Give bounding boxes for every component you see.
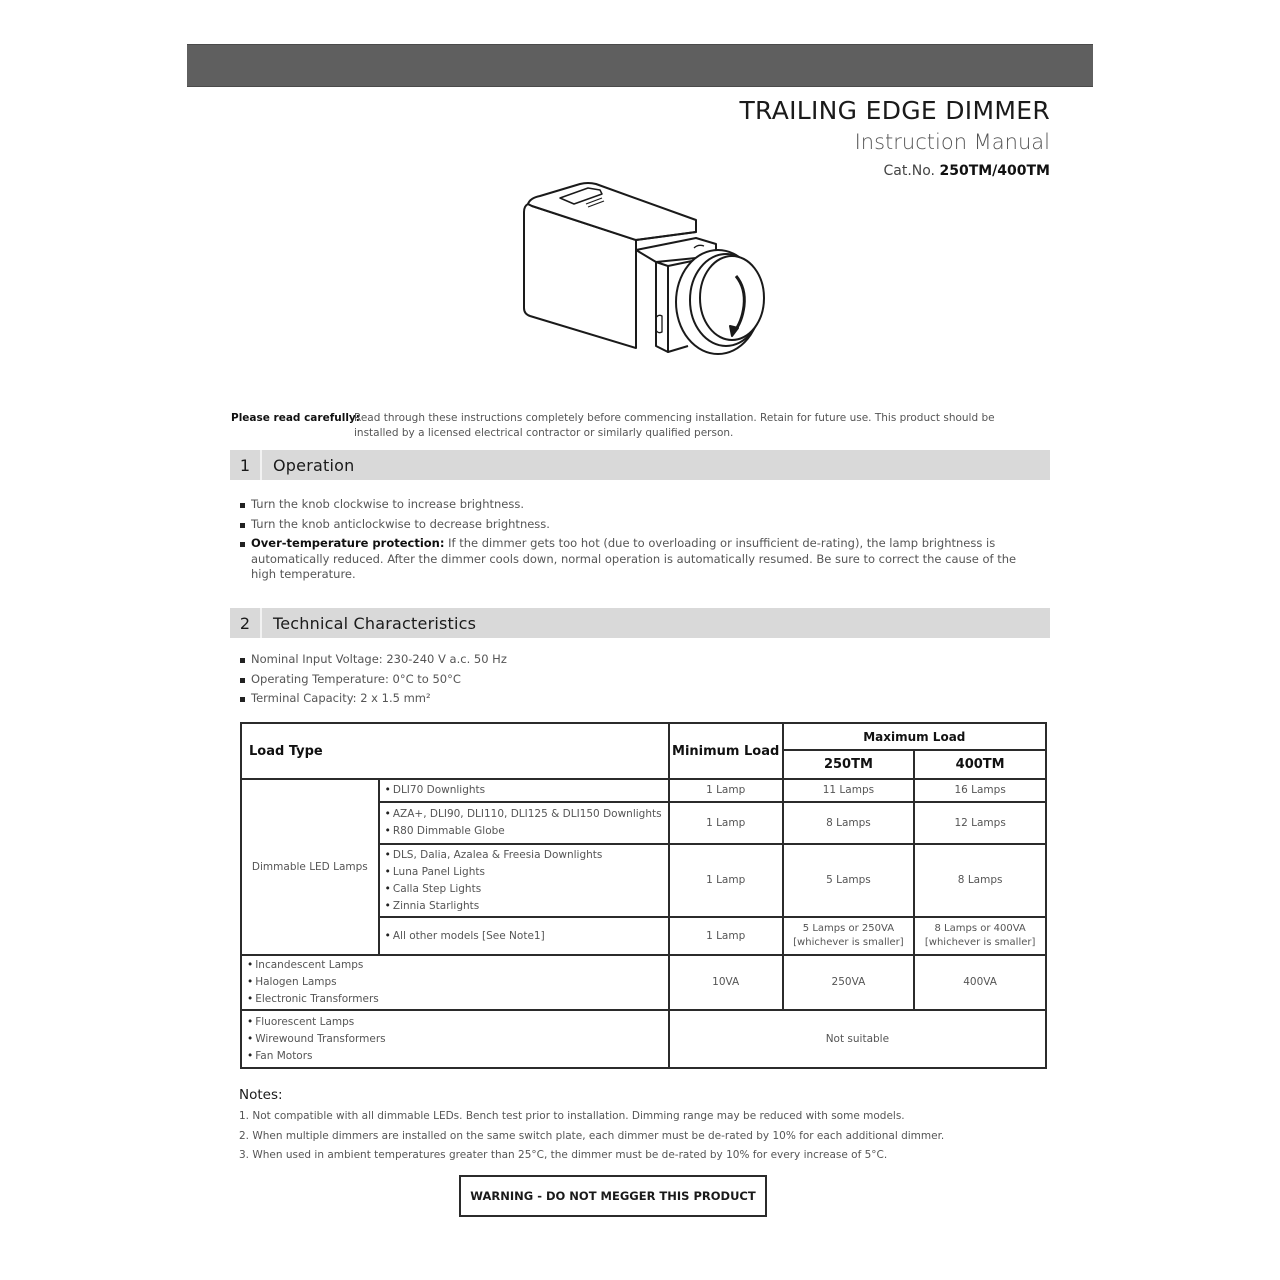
catalog-label: Cat.No. (883, 163, 936, 179)
group-dimmable-led: Dimmable LED Lamps (241, 779, 379, 955)
load-items: • Fluorescent Lamps • Wirewound Transformers • Fan Motors (241, 1010, 669, 1068)
catalog-number (739, 157, 1050, 185)
bold-lead: Over-temperature protection: (251, 536, 445, 550)
notes-block (239, 1085, 999, 1166)
header-banner (187, 44, 1093, 87)
max-250: 11 Lamps (783, 779, 915, 802)
note-item: 1. Not compatible with all dimmable LEDs. Bench test prior to installation. Dimming range may be reduced with some models. (239, 1110, 905, 1122)
section-number: 1 (230, 450, 262, 480)
load-items: • Incandescent Lamps • Halogen Lamps • Electronic Transformers (241, 955, 669, 1010)
max-250: 250VA (783, 955, 915, 1010)
min-load: 1 Lamp (669, 779, 783, 802)
table-row (241, 1010, 1046, 1068)
header-400tm: 400TM (914, 750, 1046, 779)
technical-list (239, 652, 1039, 711)
read-carefully-label: Please read carefully: (231, 412, 360, 424)
max-250: 5 Lamps (783, 844, 915, 917)
not-suitable-cell: Not suitable (669, 1010, 1046, 1068)
min-load: 1 Lamp (669, 844, 783, 917)
note-item: 2. When multiple dimmers are installed on the same switch plate, each dimmer must be de-rated by 10% for each additional dimmer. (239, 1129, 945, 1142)
load-items: • DLI70 Downlights (379, 779, 669, 802)
operation-list (239, 497, 1039, 587)
max-250: 5 Lamps or 250VA [whichever is smaller] (783, 917, 915, 955)
title-block (739, 95, 1050, 185)
max-250: 8 Lamps (783, 802, 915, 844)
max-400: 400VA (914, 955, 1046, 1010)
table-header-row (241, 723, 1046, 750)
notes-list (239, 1107, 999, 1166)
catalog-value: 250TM/400TM (939, 163, 1050, 179)
warning-box: WARNING - DO NOT MEGGER THIS PRODUCT (459, 1175, 767, 1217)
notes-title: Notes: (239, 1087, 283, 1103)
load-items: • All other models [See Note1] (379, 917, 669, 955)
section-technical-header (230, 608, 1050, 638)
section-operation-header (230, 450, 1050, 480)
min-load: 10VA (669, 955, 783, 1010)
header-250tm: 250TM (783, 750, 915, 779)
section-title: Technical Characteristics (273, 613, 477, 633)
max-400: 8 Lamps (914, 844, 1046, 917)
list-item: Nominal Input Voltage: 230-240 V a.c. 50 Hz (239, 652, 1039, 668)
max-400: 8 Lamps or 400VA [whichever is smaller] (914, 917, 1046, 955)
section-number: 2 (230, 608, 262, 638)
list-item: Terminal Capacity: 2 x 1.5 mm² (239, 691, 1039, 707)
load-items: • DLS, Dalia, Azalea & Freesia Downlights • Luna Panel Lights • Calla Step Lights • Zinnia Starlights (379, 844, 669, 917)
list-item: Turn the knob anticlockwise to decrease brightness. (239, 517, 1039, 533)
header-load-type: Load Type (241, 723, 669, 779)
note-item: 3. When used in ambient temperatures greater than 25°C, the dimmer must be de-rated by 10% for every increase of 5°C. (239, 1149, 888, 1162)
max-400: 16 Lamps (914, 779, 1046, 802)
read-carefully-text: Read through these instructions completely before commencing installation. Retain for future use. This product should be installed by a licensed electrical contractor or similarly qualified person. (354, 412, 995, 439)
header-minimum-load: Minimum Load (669, 723, 783, 779)
document-title: TRAILING EDGE DIMMER (739, 96, 1050, 125)
document-subtitle: Instruction Manual (854, 130, 1050, 154)
header-maximum-load: Maximum Load (783, 723, 1046, 750)
dimmer-mechanism-drawing-icon (518, 176, 770, 356)
max-400: 12 Lamps (914, 802, 1046, 844)
list-item: Operating Temperature: 0°C to 50°C (239, 672, 1039, 688)
min-load: 1 Lamp (669, 917, 783, 955)
table-row (241, 779, 1046, 802)
table-row (241, 955, 1046, 1010)
section-title: Operation (273, 455, 355, 475)
list-item: Over-temperature protection: If the dimmer gets too hot (due to overloading or insufficient de-rating), the lamp brightness is automatically reduced. After the dimmer cools down, normal operation is automatically resumed. Be sure to correct the cause of the high temperature. (239, 536, 1039, 583)
load-items: • AZA+, DLI90, DLI110, DLI125 & DLI150 Downlights • R80 Dimmable Globe (379, 802, 669, 844)
list-item: Turn the knob clockwise to increase brightness. (239, 497, 1039, 513)
load-table (240, 722, 1047, 1069)
min-load: 1 Lamp (669, 802, 783, 844)
